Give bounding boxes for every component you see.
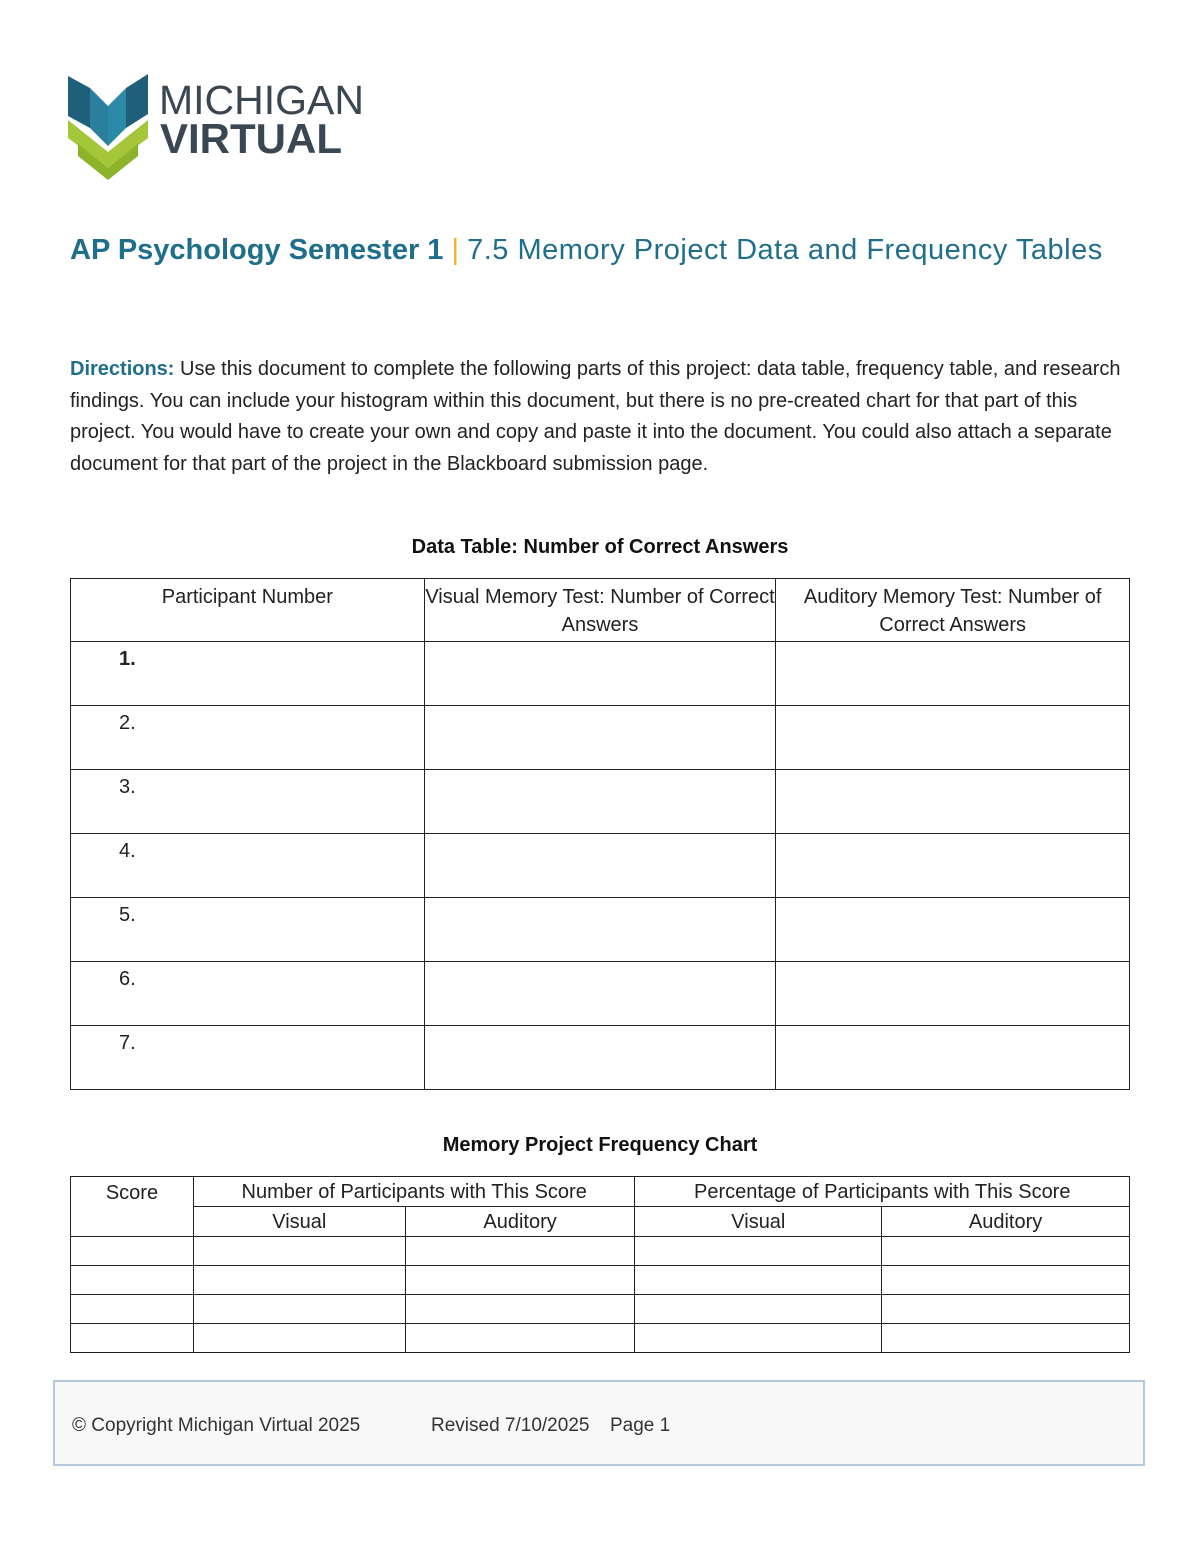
- page-footer: [53, 1380, 1145, 1466]
- visual-cell[interactable]: [424, 834, 776, 898]
- percentage-auditory-cell[interactable]: [882, 1295, 1130, 1324]
- header-auditory-memory: Auditory Memory Test: Number of Correct Answers: [776, 579, 1130, 642]
- auditory-cell[interactable]: [776, 898, 1130, 962]
- auditory-cell[interactable]: [776, 706, 1130, 770]
- header-score: Score: [71, 1177, 194, 1237]
- participant-number: 1.: [71, 642, 425, 706]
- data-table-header-row: [71, 579, 1130, 642]
- auditory-cell[interactable]: [776, 962, 1130, 1026]
- percentage-visual-cell[interactable]: [635, 1266, 882, 1295]
- percentage-auditory-cell[interactable]: [882, 1266, 1130, 1295]
- participant-number: 4.: [71, 834, 425, 898]
- score-cell[interactable]: [71, 1295, 194, 1324]
- participant-number: 3.: [71, 770, 425, 834]
- footer-copyright: © Copyright Michigan Virtual 2025: [72, 1415, 361, 1436]
- auditory-cell[interactable]: [776, 834, 1130, 898]
- frequency-header-row: [71, 1177, 1130, 1207]
- number-auditory-cell[interactable]: [405, 1266, 635, 1295]
- assignment-title: 7.5 Memory Project Data and Frequency Tables: [467, 234, 1103, 266]
- header-participant-number: Participant Number: [71, 579, 425, 642]
- page-title: [70, 230, 1140, 271]
- subheader-number-visual: Visual: [193, 1207, 405, 1237]
- participant-number: 2.: [71, 706, 425, 770]
- title-separator: |: [451, 234, 460, 266]
- footer-revised: Revised 7/10/2025: [431, 1415, 590, 1436]
- data-table: [70, 578, 1130, 1090]
- table-row: [71, 706, 1130, 770]
- score-cell[interactable]: [71, 1266, 194, 1295]
- course-name: AP Psychology Semester 1: [70, 234, 444, 266]
- table-row: [71, 1237, 1130, 1266]
- auditory-cell[interactable]: [776, 642, 1130, 706]
- percentage-visual-cell[interactable]: [635, 1324, 882, 1353]
- visual-cell[interactable]: [424, 642, 776, 706]
- number-visual-cell[interactable]: [193, 1324, 405, 1353]
- directions-text: Use this document to complete the following parts of this project: data table, frequency table, and research findings. You can include your histogram within this document, but there is no pre-created chart for that part of this project. You would have to create your own and copy and paste it into the document. You could also attach a separate document for that part of the project in the Blackboard submission page.: [70, 358, 1121, 475]
- visual-cell[interactable]: [424, 706, 776, 770]
- percentage-visual-cell[interactable]: [635, 1295, 882, 1324]
- subheader-number-auditory: Auditory: [405, 1207, 635, 1237]
- participant-number: 5.: [71, 898, 425, 962]
- number-auditory-cell[interactable]: [405, 1324, 635, 1353]
- frequency-subheader-row: [71, 1207, 1130, 1237]
- score-cell[interactable]: [71, 1324, 194, 1353]
- header-visual-memory: Visual Memory Test: Number of Correct Answers: [424, 579, 776, 642]
- frequency-chart-table: [70, 1176, 1130, 1353]
- logo-text-michigan: MICHIGAN: [159, 77, 364, 123]
- table-row: [71, 962, 1130, 1026]
- frequency-chart-caption: Memory Project Frequency Chart: [442, 1134, 758, 1156]
- header-number-participants: Number of Participants with This Score: [193, 1177, 635, 1207]
- participant-number: 6.: [71, 962, 425, 1026]
- directions-label: Directions:: [70, 358, 175, 380]
- participant-number: 7.: [71, 1026, 425, 1090]
- footer-page-number: Page 1: [610, 1415, 671, 1436]
- logo-mark-icon: [68, 68, 158, 184]
- visual-cell[interactable]: [424, 770, 776, 834]
- number-auditory-cell[interactable]: [405, 1237, 635, 1266]
- number-visual-cell[interactable]: [193, 1266, 405, 1295]
- visual-cell[interactable]: [424, 1026, 776, 1090]
- auditory-cell[interactable]: [776, 770, 1130, 834]
- header-percentage-participants: Percentage of Participants with This Score: [635, 1177, 1130, 1207]
- table-row: [71, 770, 1130, 834]
- directions: [70, 354, 1140, 480]
- percentage-visual-cell[interactable]: [635, 1237, 882, 1266]
- table-row: [71, 1266, 1130, 1295]
- table-row: [71, 1295, 1130, 1324]
- percentage-auditory-cell[interactable]: [882, 1237, 1130, 1266]
- data-table-caption: Data Table: Number of Correct Answers: [411, 536, 789, 558]
- table-row: [71, 642, 1130, 706]
- subheader-percentage-auditory: Auditory: [882, 1207, 1130, 1237]
- number-auditory-cell[interactable]: [405, 1295, 635, 1324]
- auditory-cell[interactable]: [776, 1026, 1130, 1090]
- number-visual-cell[interactable]: [193, 1237, 405, 1266]
- table-row: [71, 1324, 1130, 1353]
- visual-cell[interactable]: [424, 898, 776, 962]
- percentage-auditory-cell[interactable]: [882, 1324, 1130, 1353]
- table-row: [71, 1026, 1130, 1090]
- table-row: [71, 898, 1130, 962]
- table-row: [71, 834, 1130, 898]
- number-visual-cell[interactable]: [193, 1295, 405, 1324]
- score-cell[interactable]: [71, 1237, 194, 1266]
- subheader-percentage-visual: Visual: [635, 1207, 882, 1237]
- michigan-virtual-logo: [68, 68, 368, 184]
- visual-cell[interactable]: [424, 962, 776, 1026]
- logo-text-virtual: VIRTUAL: [160, 115, 342, 162]
